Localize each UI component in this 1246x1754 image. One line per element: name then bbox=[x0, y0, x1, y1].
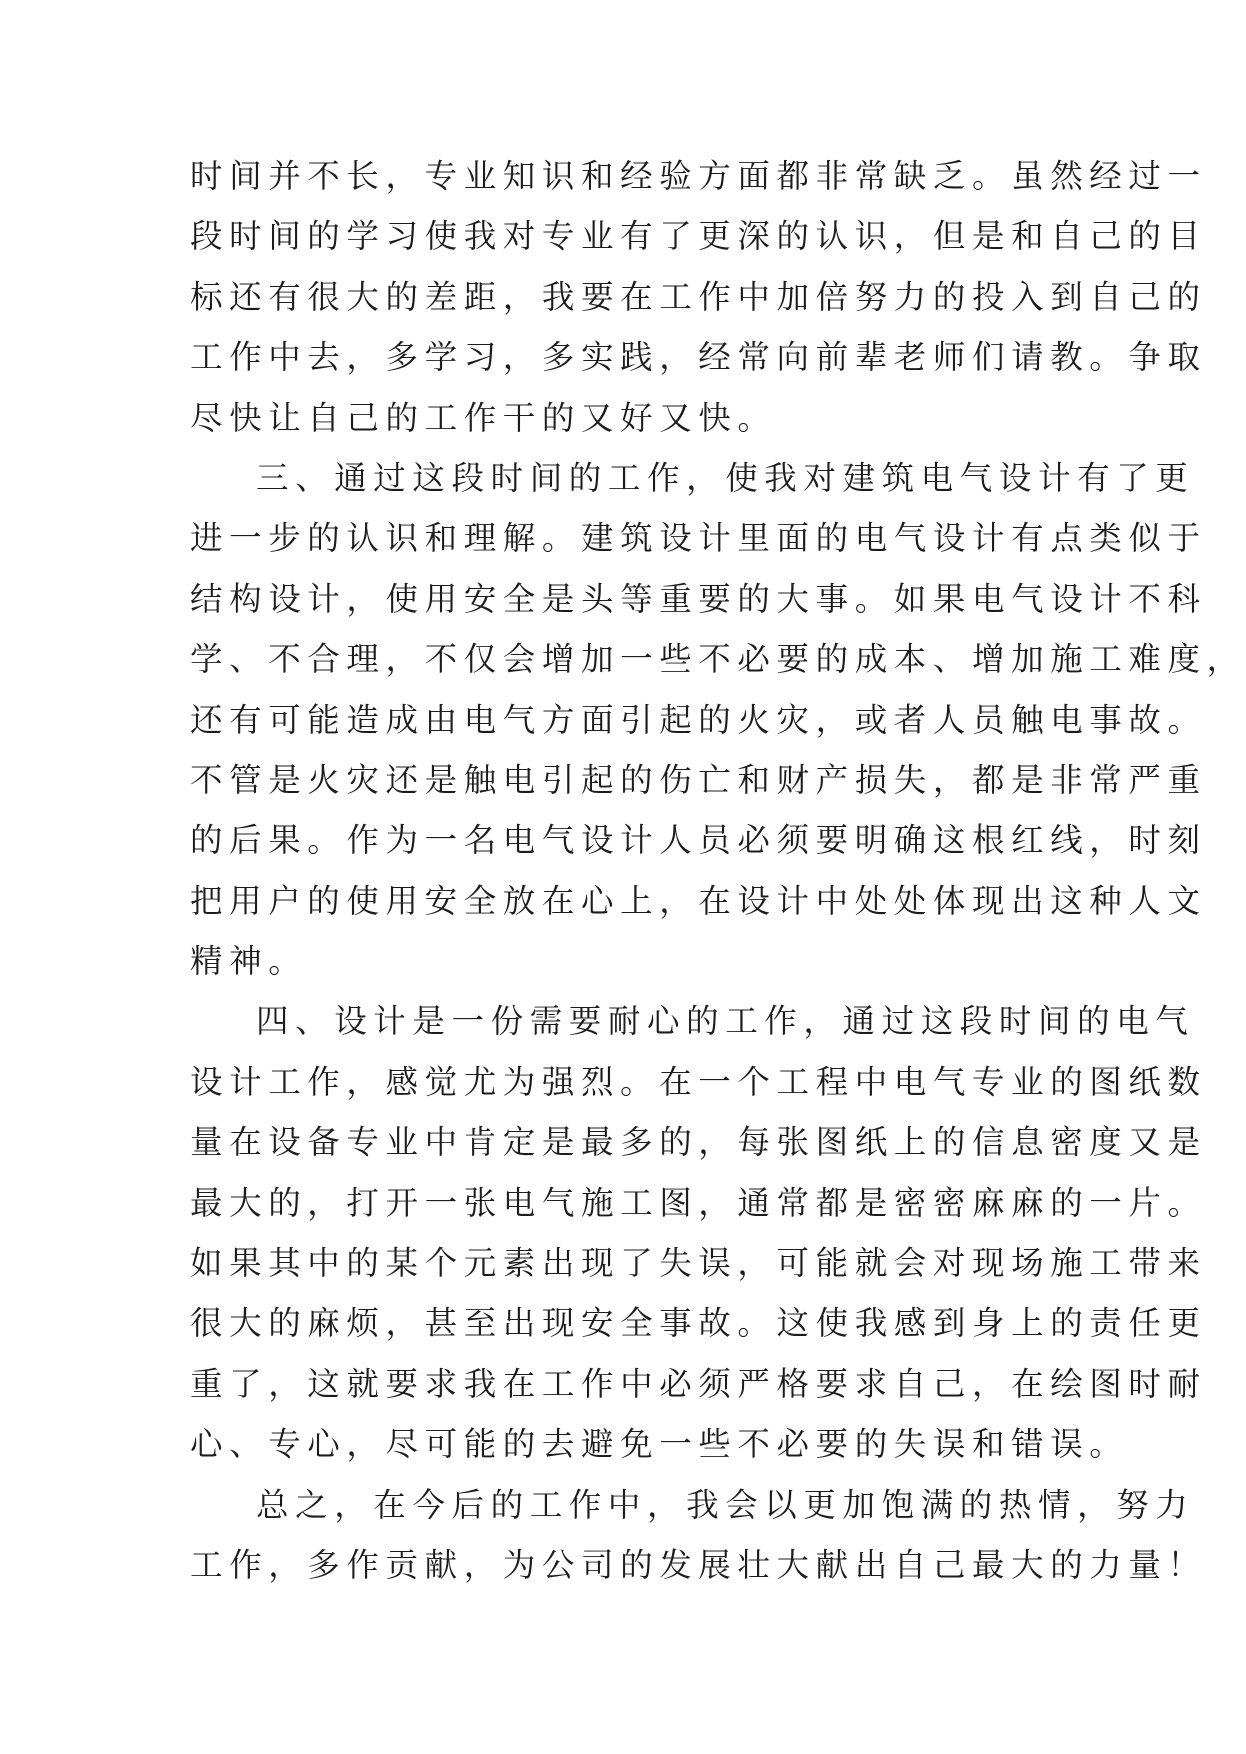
text-line: 量在设备专业中肯定是最多的，每张图纸上的信息密度又是 bbox=[190, 1123, 1207, 1162]
text-line: 标还有很大的差距，我要在工作中加倍努力的投入到自己的 bbox=[190, 277, 1207, 316]
text-line: 结构设计，使用安全是头等重要的大事。如果电气设计不科 bbox=[190, 579, 1207, 618]
conclusion-first-line: 总之，在今后的工作中，我会以更加饱满的热情，努力 bbox=[256, 1485, 1195, 1524]
text-line: 学、不合理，不仅会增加一些不必要的成本、增加施工难度， bbox=[190, 640, 1246, 679]
text-line: 不管是火灾还是触电引起的伤亡和财产损失，都是非常严重 bbox=[190, 760, 1207, 799]
text-line: 进一步的认识和理解。建筑设计里面的电气设计有点类似于 bbox=[190, 519, 1207, 558]
paragraph-4-first-line: 四、设计是一份需要耐心的工作，通过这段时间的电气 bbox=[256, 1002, 1195, 1041]
text-line: 时间并不长，专业知识和经验方面都非常缺乏。虽然经过一 bbox=[190, 157, 1207, 195]
text-line: 还有可能造成由电气方面引起的火灾，或者人员触电事故。 bbox=[190, 700, 1207, 739]
text-line: 最大的，打开一张电气施工图，通常都是密密麻麻的一片。 bbox=[190, 1183, 1207, 1222]
text-line: 设计工作，感觉尤为强烈。在一个工程中电气专业的图纸数 bbox=[190, 1062, 1207, 1101]
text-line: 重了，这就要求我在工作中必须严格要求自己，在绘图时耐 bbox=[190, 1364, 1207, 1403]
text-line: 的后果。作为一名电气设计人员必须要明确这根红线，时刻 bbox=[190, 821, 1207, 860]
document-body bbox=[190, 146, 1246, 1595]
text-line: 心、专心，尽可能的去避免一些不必要的失误和错误。 bbox=[190, 1425, 1129, 1464]
text-line: 精神。 bbox=[190, 942, 308, 981]
text-line: 如果其中的某个元素出现了失误，可能就会对现场施工带来 bbox=[190, 1244, 1207, 1283]
text-line: 很大的麻烦，甚至出现安全事故。这使我感到身上的责任更 bbox=[190, 1304, 1207, 1343]
text-line: 尽快让自己的工作干的又好又快。 bbox=[190, 398, 777, 437]
text-line: 把用户的使用安全放在心上，在设计中处处体现出这种人文 bbox=[190, 881, 1207, 920]
paragraph-3-first-line: 三、通过这段时间的工作，使我对建筑电气设计有了更 bbox=[256, 458, 1195, 497]
text-line: 段时间的学习使我对专业有了更深的认识，但是和自己的目 bbox=[190, 217, 1207, 256]
text-line: 工作中去，多学习，多实践，经常向前辈老师们请教。争取 bbox=[190, 338, 1207, 377]
text-line: 工作，多作贡献，为公司的发展壮大献出自己最大的力量！ bbox=[190, 1545, 1207, 1584]
